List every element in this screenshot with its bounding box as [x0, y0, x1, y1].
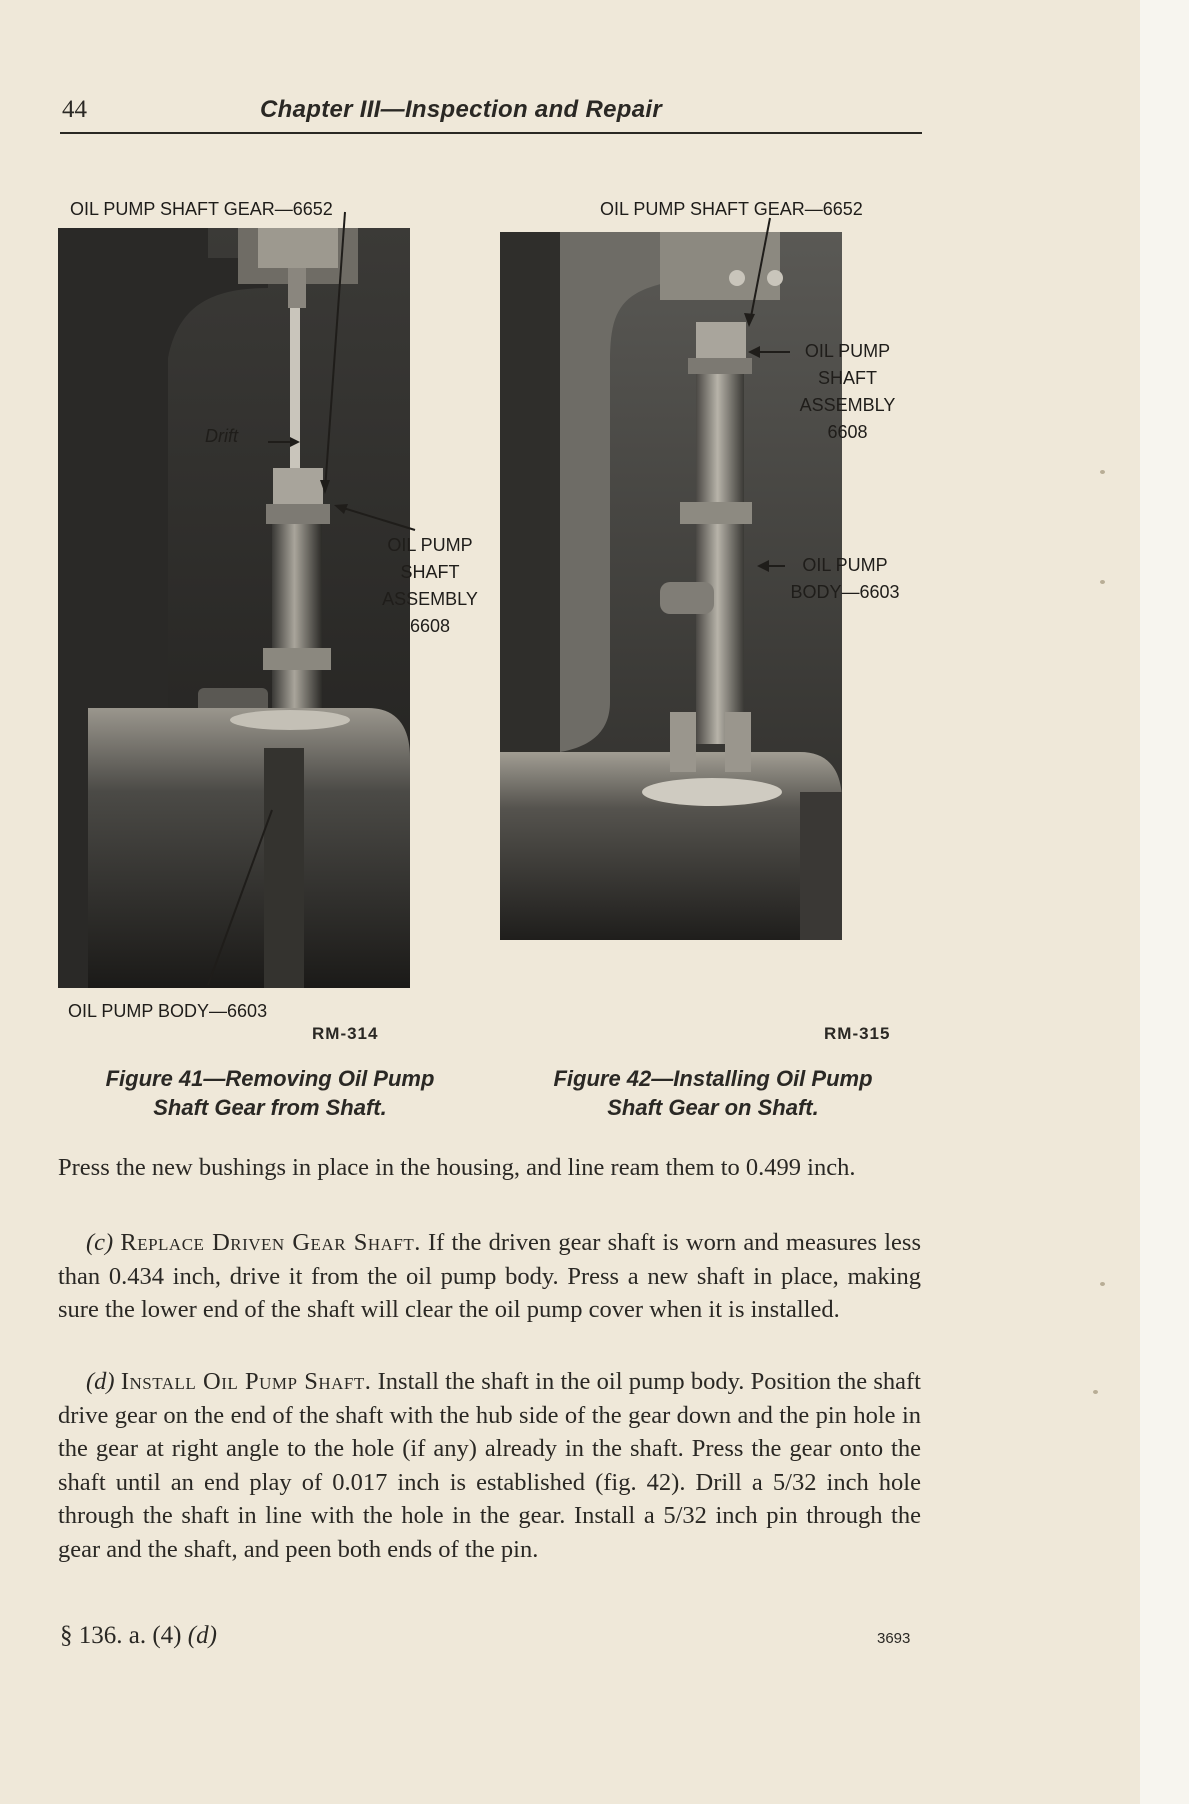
fig41-assembly-line4: 6608 [409, 616, 451, 636]
fig42-assembly-line2: SHAFT [817, 368, 877, 388]
fig42-assembly-line4: 6608 [827, 422, 868, 442]
fig42-caption-line1: Figure 42—Installing Oil Pump [553, 1066, 873, 1091]
fig42-gear-label: OIL PUMP SHAFT GEAR—6652 [600, 199, 863, 219]
fig42-assembly-label [790, 338, 905, 446]
fig41-gear-label: OIL PUMP SHAFT GEAR—6652 [70, 199, 333, 219]
fig42-assembly-line3: ASSEMBLY [799, 395, 896, 415]
paragraph-3-marker: (d) [86, 1368, 115, 1395]
fig42-code: RM-315 [824, 1024, 891, 1043]
paragraph-2-marker: (c) [86, 1229, 114, 1256]
fig41-body-label: OIL PUMP BODY—6603 [68, 1001, 268, 1021]
paragraph-2-heading: Replace Driven Gear Shaft. [120, 1229, 421, 1256]
section-reference-ital: (d) [187, 1622, 217, 1649]
binder-mark [1100, 1282, 1105, 1286]
paragraph-3 [58, 1365, 921, 1567]
fig42-body-line2: BODY—6603 [790, 582, 900, 602]
section-reference [60, 1622, 217, 1650]
fig41-assembly-line2: SHAFT [400, 562, 460, 582]
fig42-body-label [775, 552, 915, 606]
fig41-caption [60, 1064, 480, 1122]
fig41-code: RM-314 [312, 1024, 379, 1043]
fig41-leader-lines [0, 0, 500, 1000]
fig42-body-line1: OIL PUMP [802, 555, 888, 575]
paragraph-3-text: Install the shaft in the oil pump body. Position the shaft drive gear on the end of the shaft with the hub side of the gear down and the pin hole in the gear at right angle to the hole (if any) already in the shaft. Press the gear onto the shaft until an end play of 0.017 inch is established (fig. 42). Drill a 5/32 inch hole through the shaft in line with the hole in the gear. Install a 5/32 inch pin through the gear and the shaft, and peen both ends of the pin. [58, 1368, 921, 1563]
page-edge [1140, 0, 1189, 1804]
paragraph-2 [58, 1226, 921, 1327]
paragraph-3-heading: Install Oil Pump Shaft. [120, 1368, 372, 1395]
fig41-assembly-line3: ASSEMBLY [382, 589, 478, 609]
page-number: 44 [62, 96, 87, 123]
fig41-caption-line2: Shaft Gear from Shaft. [153, 1095, 387, 1120]
paragraph-1: Press the new bushings in place in the housing, and line ream them to 0.499 inch. [58, 1154, 856, 1181]
fig42-caption-line2: Shaft Gear on Shaft. [607, 1095, 819, 1120]
print-code: 3693 [877, 1630, 911, 1647]
binder-mark [1100, 580, 1105, 584]
fig41-assembly-line1: OIL PUMP [387, 535, 473, 555]
section-reference-main: § 136. a. (4) [60, 1622, 182, 1649]
fig42-caption [503, 1064, 923, 1122]
binder-mark [1093, 1390, 1098, 1394]
fig42-assembly-line1: OIL PUMP [804, 341, 891, 361]
paragraph-2-text: If the driven gear shaft is worn and measures less than 0.434 inch, drive it from the oil pump body. Press a new shaft in place, making sure the lower end of the shaft will clear the oil pump cover when it is installed. [58, 1229, 921, 1324]
chapter-title: Chapter III—Inspection and Repair [260, 96, 662, 123]
fig41-caption-line1: Figure 41—Removing Oil Pump [105, 1066, 435, 1091]
binder-mark [1100, 470, 1105, 474]
fig41-drift-label: Drift [205, 426, 238, 446]
